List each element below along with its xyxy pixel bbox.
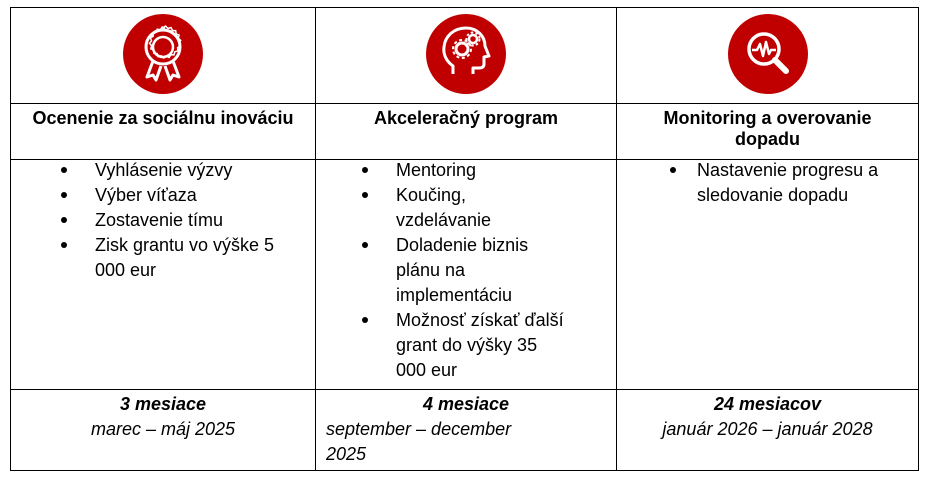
list-item: Možnosť získať ďalší grant do výšky 35 000 eur <box>396 308 616 383</box>
column-title-cell-3 <box>617 104 919 160</box>
column-title-cell-2 <box>316 104 617 160</box>
award-ribbon-icon <box>123 14 203 94</box>
column-title: Monitoring a overovanie dopadu <box>663 108 872 149</box>
list-item: Zostavenie tímu <box>95 208 315 233</box>
activities-cell-1 <box>11 160 316 390</box>
activities-cell-3 <box>617 160 919 390</box>
bullet-dot <box>61 217 67 223</box>
column-title: Ocenenie za sociálnu inováciu <box>32 108 294 128</box>
list-item: Zisk grantu vo výške 5 000 eur <box>95 233 315 283</box>
duration-row <box>11 390 919 471</box>
program-table <box>10 7 919 471</box>
bullet-dot <box>362 192 368 198</box>
duration-months: 3 mesiace <box>119 394 207 414</box>
activities-cell-2 <box>316 160 617 390</box>
duration-period: september – december 2025 <box>326 419 512 464</box>
icon-cell-1 <box>11 8 316 104</box>
list-item: Doladenie biznis plánu na implementáciu <box>396 233 616 308</box>
list-item: Výber víťaza <box>95 183 315 208</box>
duration-cell-1 <box>11 390 316 471</box>
column-title: Akceleračný program <box>373 108 559 128</box>
icon-cell-3 <box>617 8 919 104</box>
column-title-cell-1 <box>11 104 316 160</box>
bullet-dot <box>362 167 368 173</box>
list-item: Vyhlásenie výzvy <box>95 158 315 183</box>
magnifier-pulse-icon <box>728 14 808 94</box>
bullet-dot <box>61 242 67 248</box>
duration-months: 24 mesiacov <box>713 394 822 414</box>
bullet-dot <box>362 317 368 323</box>
list-row <box>11 160 919 390</box>
duration-cell-2 <box>316 390 617 471</box>
bullet-list <box>11 158 315 283</box>
head-gears-icon <box>426 14 506 94</box>
icon-cell-2 <box>316 8 617 104</box>
duration-months: 4 mesiace <box>422 394 510 414</box>
bullet-dot <box>61 192 67 198</box>
bullet-dot <box>362 242 368 248</box>
bullet-dot <box>61 167 67 173</box>
bullet-list <box>617 158 918 208</box>
list-item: Nastavenie progresu a sledovanie dopadu <box>697 158 918 208</box>
bullet-dot <box>670 167 676 173</box>
list-item: Koučing, vzdelávanie <box>396 183 616 233</box>
duration-period: marec – máj 2025 <box>90 419 236 439</box>
title-row <box>11 104 919 160</box>
list-item: Mentoring <box>396 158 616 183</box>
duration-cell-3 <box>617 390 919 471</box>
duration-period: január 2026 – január 2028 <box>662 419 873 439</box>
bullet-list <box>316 158 616 383</box>
icon-row <box>11 8 919 104</box>
